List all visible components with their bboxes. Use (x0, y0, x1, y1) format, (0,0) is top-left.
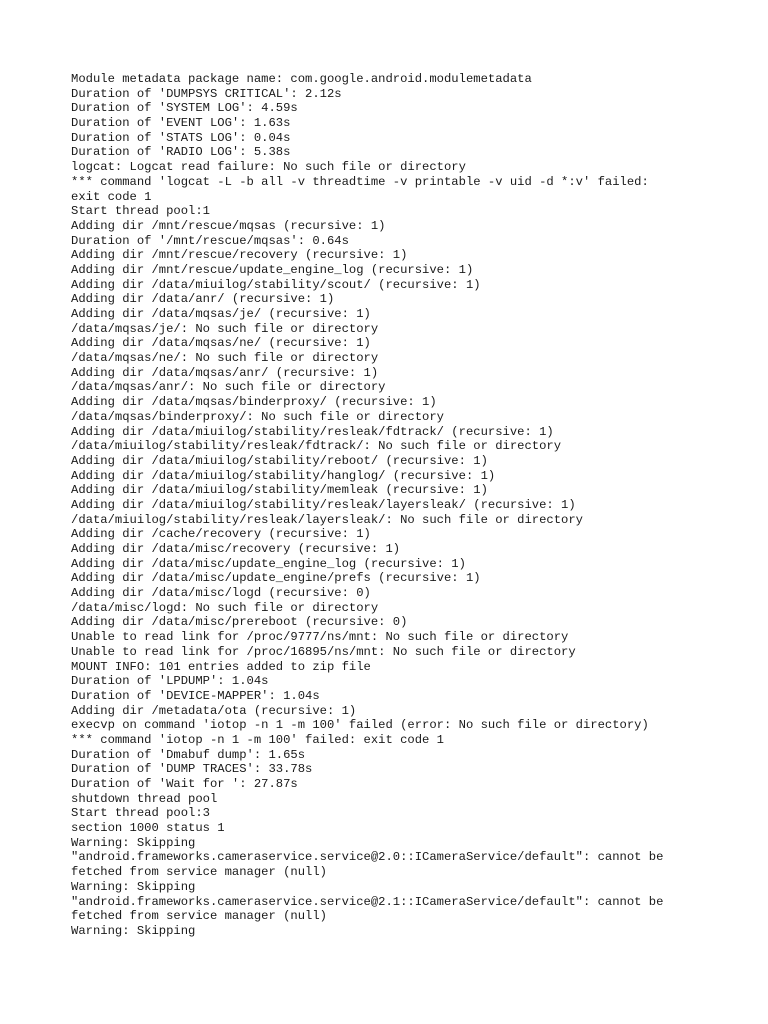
log-line: Adding dir /cache/recovery (recursive: 1) (71, 527, 371, 542)
log-line: execvp on command 'iotop -n 1 -m 100' failed (error: No such file or directory) (71, 718, 649, 733)
log-line: Duration of 'RADIO LOG': 5.38s (71, 145, 291, 160)
log-line: Duration of 'DUMP TRACES': 33.78s (71, 762, 313, 777)
log-line: "android.frameworks.cameraservice.service@2.1::ICameraService/default": cannot be (71, 894, 664, 909)
log-line: Adding dir /data/mqsas/binderproxy/ (recursive: 1) (71, 395, 437, 410)
log-line: Adding dir /data/mqsas/je/ (recursive: 1) (71, 307, 371, 321)
log-line: Duration of 'Dmabuf dump': 1.65s (71, 747, 306, 762)
log-line: logcat: Logcat read failure: No such file or directory (71, 160, 466, 175)
log-line: Duration of 'DUMPSYS CRITICAL': 2.12s (71, 86, 342, 101)
log-line: /data/mqsas/ne/: No such file or directory (71, 351, 379, 366)
log-line: Adding dir /data/miuilog/stability/scout/ (recursive: 1) (71, 277, 481, 292)
log-line: Adding dir /metadata/ota (recursive: 1) (71, 703, 357, 718)
log-line: Warning: Skipping (71, 923, 196, 938)
log-line: Duration of '/mnt/rescue/mqsas': 0.64s (71, 233, 349, 248)
log-line: Warning: Skipping (71, 879, 196, 894)
log-line: fetched from service manager (null) (71, 865, 327, 880)
log-line: /data/mqsas/anr/: No such file or directory (71, 380, 386, 395)
log-line: "android.frameworks.cameraservice.service@2.0::ICameraService/default": cannot be (71, 850, 664, 865)
log-line: Adding dir /data/anr/ (recursive: 1) (71, 292, 335, 307)
log-line: *** command 'logcat -L -b all -v threadtime -v printable -v uid -d *:v' failed: (71, 174, 649, 189)
log-line: Warning: Skipping (71, 835, 196, 850)
log-output (71, 72, 711, 939)
log-line: Unable to read link for /proc/16895/ns/mnt: No such file or directory (71, 644, 576, 659)
log-line: shutdown thread pool (71, 791, 218, 806)
log-line: /data/mqsas/je/: No such file or directory (71, 321, 379, 336)
log-line: Adding dir /data/misc/recovery (recursive: 1) (71, 542, 401, 556)
log-line: Duration of 'SYSTEM LOG': 4.59s (71, 101, 298, 116)
log-line: Adding dir /data/miuilog/stability/memleak (recursive: 1) (71, 483, 488, 498)
log-line: Unable to read link for /proc/9777/ns/mnt: No such file or directory (71, 630, 569, 645)
log-line: Adding dir /data/misc/logd (recursive: 0) (71, 586, 371, 601)
log-line: Start thread pool:1 (71, 204, 210, 219)
log-line: Duration of 'Wait for ': 27.87s (71, 777, 298, 791)
log-line: Duration of 'LPDUMP': 1.04s (71, 674, 269, 689)
log-line: Adding dir /data/miuilog/stability/resleak/fdtrack/ (recursive: 1) (71, 424, 554, 439)
log-line: Adding dir /data/misc/update_engine/prefs (recursive: 1) (71, 571, 481, 586)
log-line: exit code 1 (71, 189, 152, 204)
log-line: Start thread pool:3 (71, 806, 210, 821)
log-line: Duration of 'EVENT LOG': 1.63s (71, 116, 291, 131)
log-line: fetched from service manager (null) (71, 909, 327, 924)
log-line: MOUNT INFO: 101 entries added to zip file (71, 659, 371, 674)
log-line: Duration of 'STATS LOG': 0.04s (71, 130, 291, 145)
log-line: /data/misc/logd: No such file or directory (71, 600, 379, 615)
log-line: *** command 'iotop -n 1 -m 100' failed: exit code 1 (71, 732, 444, 747)
log-line: Adding dir /data/miuilog/stability/resleak/layersleak/ (recursive: 1) (71, 497, 576, 512)
log-line: Module metadata package name: com.google.android.modulemetadata (71, 72, 532, 86)
log-line: Duration of 'DEVICE-MAPPER': 1.04s (71, 688, 320, 703)
log-line: Adding dir /data/misc/update_engine_log (recursive: 1) (71, 556, 466, 571)
log-line: Adding dir /data/mqsas/anr/ (recursive: 1) (71, 365, 379, 380)
log-line: section 1000 status 1 (71, 821, 225, 836)
log-line: Adding dir /data/miuilog/stability/hanglog/ (recursive: 1) (71, 468, 496, 483)
log-line: Adding dir /mnt/rescue/recovery (recursive: 1) (71, 248, 408, 263)
log-line: Adding dir /mnt/rescue/update_engine_log (recursive: 1) (71, 262, 474, 277)
log-line: Adding dir /data/mqsas/ne/ (recursive: 1) (71, 336, 371, 351)
log-line: /data/miuilog/stability/resleak/fdtrack/: No such file or directory (71, 439, 562, 454)
log-line: Adding dir /data/misc/prereboot (recursive: 0) (71, 615, 408, 630)
log-line: /data/miuilog/stability/resleak/layersleak/: No such file or directory (71, 512, 583, 527)
log-document (71, 72, 711, 939)
log-line: /data/mqsas/binderproxy/: No such file or directory (71, 409, 444, 424)
log-line: Adding dir /mnt/rescue/mqsas (recursive: 1) (71, 218, 386, 233)
log-line: Adding dir /data/miuilog/stability/reboot/ (recursive: 1) (71, 453, 488, 468)
